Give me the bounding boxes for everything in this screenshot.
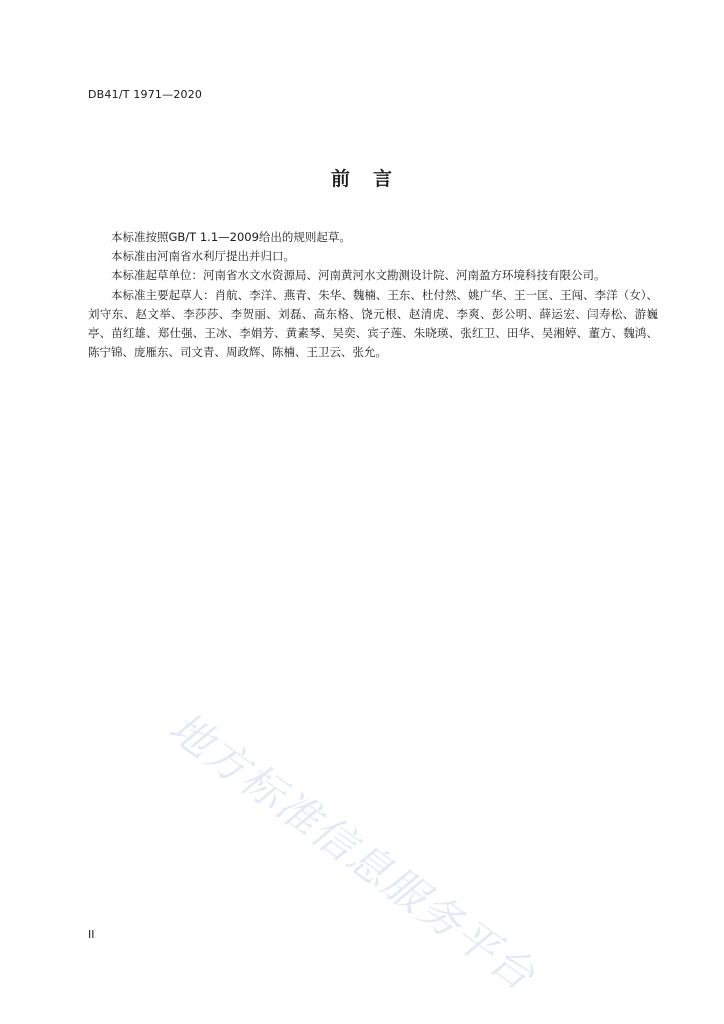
paragraph-drafting-units: 本标准起草单位：河南省水文水资源局、河南黄河水文勘测设计院、河南盈方环境科技有限公司。 (111, 268, 606, 283)
foreword-body (88, 228, 658, 362)
document-code: DB41/T 1971—2020 (88, 88, 203, 101)
paragraph-drafters: 本标准主要起草人：肖航、李洋、燕青、朱华、魏楠、王东、杜付然、姚广华、王一匡、王闯、李洋（女）、刘守东、赵文举、李莎莎、李贺丽、刘磊、高东格、饶元根、赵清虎、李爽、彭公明、薛运宏、闫寿松、游巍亭、苗红雄、郑仕强、王冰、李娟芳、黄素琴、吴奕、宾子莲、朱晓瑛、张红卫、田华、吴湘婷、董方、魏鸿、陈宁锦、庞雁东、司文青、周政辉、陈楠、王卫云、张允。 (88, 287, 658, 360)
page-number: II (88, 928, 95, 941)
page-title (0, 164, 724, 191)
paragraph-proposer: 本标准由河南省水利厅提出并归口。 (111, 249, 295, 264)
title-char-1: 前 (330, 168, 351, 190)
title-char-2: 言 (373, 168, 394, 190)
watermark: 地方标准信息服务平台 (160, 702, 545, 1001)
paragraph-drafting-rules: 本标准按照GB/T 1.1—2009给出的规则起草。 (111, 230, 351, 244)
